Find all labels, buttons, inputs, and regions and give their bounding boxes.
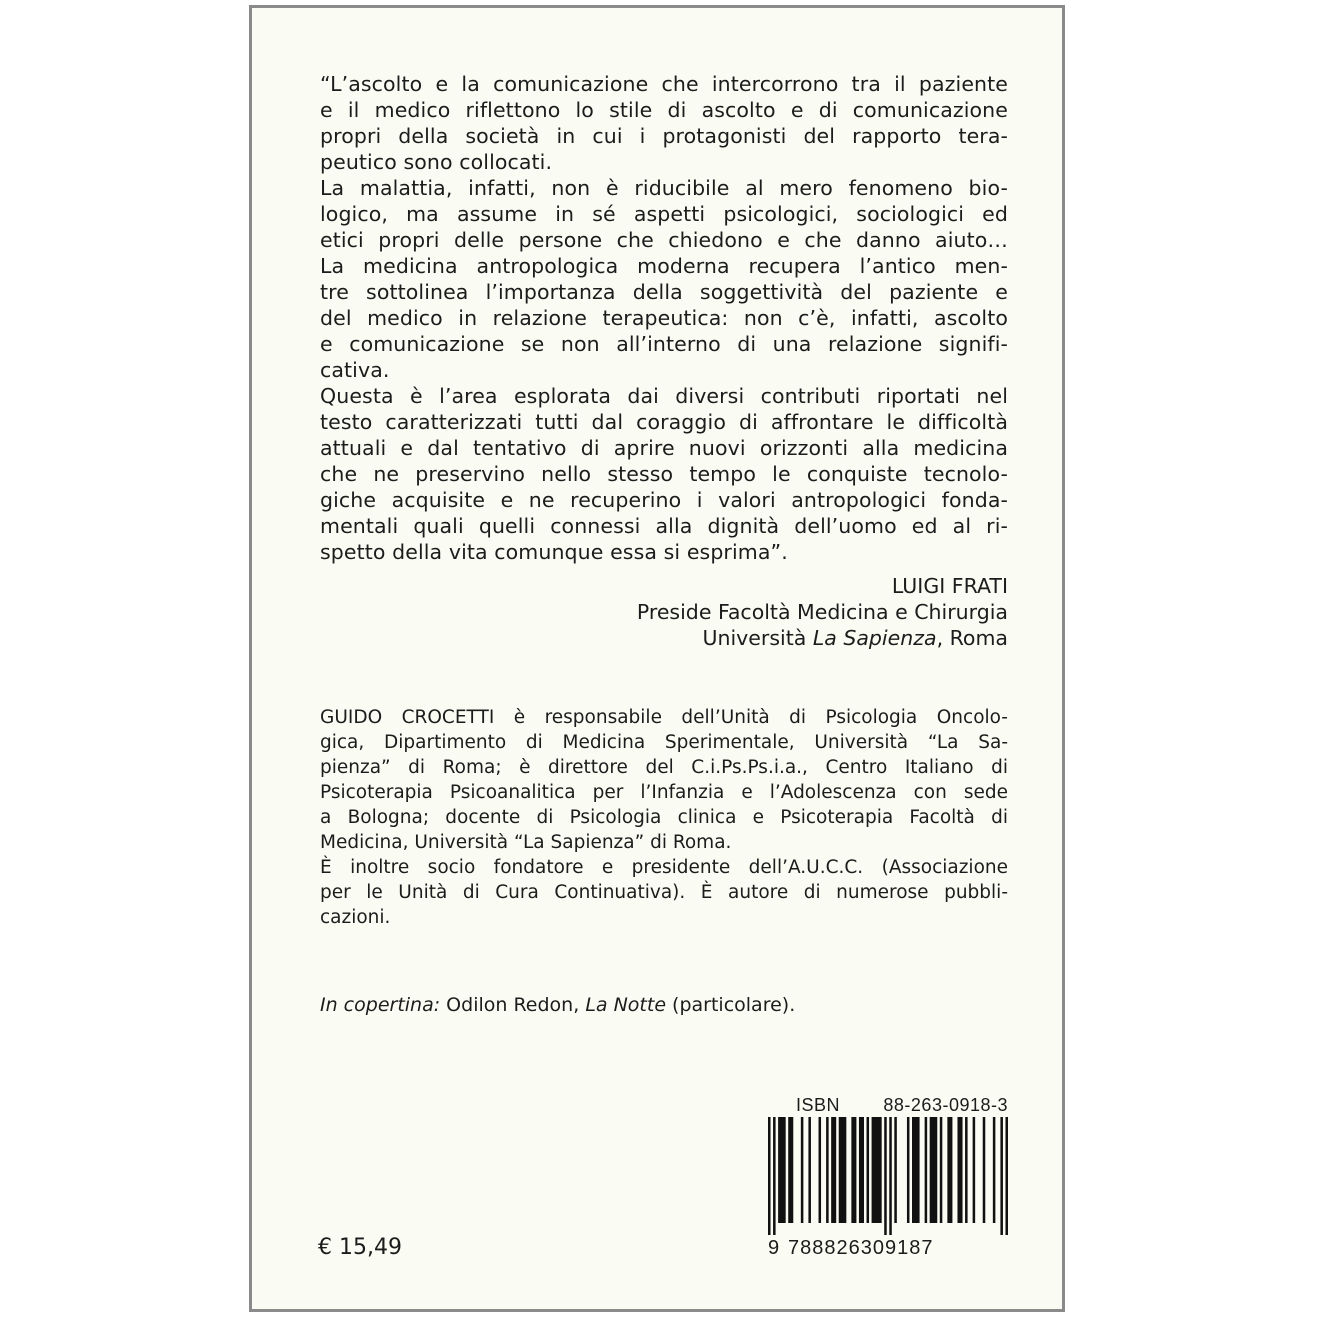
barcode-bar: [907, 1117, 910, 1223]
barcode-bar: [801, 1117, 804, 1223]
blurb-line: La malattia, infatti, non è riducibile al mero fenomeno bio-: [320, 176, 1008, 200]
barcode-bar: [831, 1117, 836, 1223]
university-name: La Sapienza: [812, 626, 937, 650]
barcode-bar: [1005, 1117, 1008, 1235]
barcode-bar: [808, 1117, 811, 1223]
barcode-bar: [788, 1117, 793, 1223]
blurb-line: che ne preservino nello stesso tempo le conquiste tecnolo-: [320, 462, 1008, 486]
bio-line: GUIDO CROCETTI è responsabile dell’Unità di Psicologia Oncolo-: [320, 707, 1008, 728]
blurb-line: giche acquisite e ne recuperino i valori antropologici fonda-: [320, 488, 1008, 512]
blurb-line: Questa è l’area esplorata dai diversi contributi riportati nel: [320, 384, 1008, 408]
barcode-bar: [957, 1117, 962, 1223]
barcode-bar: [819, 1117, 822, 1223]
bio-line: pienza” di Roma; è direttore del C.i.Ps.Ps.i.a., Centro Italiano di: [320, 757, 1008, 778]
barcode-bar: [884, 1117, 887, 1235]
bio-line: a Bologna; docente di Psicologia clinica e Psicoterapia Facoltà di: [320, 807, 1008, 828]
bio-line: per le Unità di Cura Continuativa). È autore di numerose pubbli-: [320, 882, 1008, 903]
barcode-bar: [851, 1117, 856, 1223]
blurb-line: mentali quali quelli connessi alla dignità dell’uomo ed al ri-: [320, 514, 1008, 538]
barcode-bar: [912, 1117, 920, 1223]
barcode-bar: [768, 1117, 771, 1235]
barcode-bar: [940, 1117, 943, 1223]
barcode-digits: 788826309187: [788, 1237, 934, 1259]
blurb-line: propri della società in cui i protagonisti del rapporto tera-: [320, 124, 1008, 148]
signature-name: LUIGI FRATI: [891, 574, 1008, 598]
blurb-line: peutico sono collocati.: [320, 150, 553, 174]
barcode: [768, 1117, 1008, 1235]
barcode-bar: [965, 1117, 968, 1223]
university-prefix: Università: [702, 626, 813, 650]
blurb-line: e il medico riflettono lo stile di ascolto e di comunicazione: [320, 98, 1008, 122]
bio-line: Medicina, Università “La Sapienza” di Roma.: [320, 832, 732, 853]
barcode-bar: [894, 1117, 897, 1223]
signature-role: Preside Facoltà Medicina e Chirurgia: [636, 600, 1008, 624]
barcode-bar: [1000, 1117, 1003, 1235]
blurb-line: spetto della vita comunque essa si esprima”.: [320, 540, 788, 564]
blurb-line: tre sottolinea l’importanza della soggettività del paziente e: [320, 280, 1008, 304]
blurb-line: logico, ma assume in sé aspetti psicologici, sociologici ed: [320, 202, 1008, 226]
barcode-bar: [889, 1117, 892, 1235]
blurb-line: “L’ascolto e la comunicazione che intercorrono tra il paziente: [320, 72, 1008, 96]
barcode-bar: [947, 1117, 952, 1223]
isbn-label: ISBN 88-263-0918-3: [796, 1095, 1008, 1115]
blurb-line: e comunicazione se non all’interno di una relazione signifi-: [320, 332, 1008, 356]
blurb-line: etici propri delle persone che chiedono e che danno aiuto…: [320, 228, 1008, 252]
barcode-bar: [973, 1117, 976, 1223]
cover-credit-artist: Odilon Redon,: [440, 994, 586, 1016]
barcode-bar: [826, 1117, 829, 1223]
blurb-line: testo caratterizzati tutti dal coraggio di affrontare le difficoltà: [320, 410, 1008, 434]
barcode-bar: [773, 1117, 776, 1235]
barcode-bar: [778, 1117, 786, 1223]
blurb-line: cativa.: [320, 358, 390, 382]
barcode-bar: [930, 1117, 938, 1223]
barcode-bar: [993, 1117, 996, 1223]
barcode-bar: [867, 1117, 870, 1223]
bio-line: Psicoterapia Psicoanalitica per l’Infanzia e l’Adolescenza con sede: [320, 782, 1008, 803]
barcode-bar: [983, 1117, 986, 1223]
barcode-bar: [872, 1117, 882, 1223]
bio-line: cazioni.: [320, 907, 391, 928]
cover-credit-title: La Notte: [585, 994, 667, 1016]
barcode-first-digit: 9: [768, 1237, 780, 1259]
signature-university: [702, 624, 1008, 652]
barcode-bar: [925, 1117, 928, 1223]
blurb-line: La medicina antropologica moderna recupera l’antico men-: [320, 254, 1008, 278]
price: € 15,49: [318, 1235, 402, 1260]
university-suffix: , Roma: [936, 626, 1008, 650]
barcode-bar: [839, 1117, 847, 1223]
bio-line: gica, Dipartimento di Medicina Sperimentale, Università “La Sa-: [320, 732, 1008, 753]
blurb-line: del medico in relazione terapeutica: non c’è, infatti, ascolto: [320, 306, 1008, 330]
cover-credit-note: (particolare).: [666, 994, 796, 1016]
blurb-line: attuali e dal tentativo di aprire nuovi orizzonti alla medicina: [320, 436, 1008, 460]
bio-line: È inoltre socio fondatore e presidente dell’A.U.C.C. (Associazione: [320, 857, 1008, 878]
cover-credit-label: In copertina:: [320, 994, 441, 1016]
cover-credit: [320, 991, 795, 1019]
barcode-bar: [859, 1117, 864, 1223]
